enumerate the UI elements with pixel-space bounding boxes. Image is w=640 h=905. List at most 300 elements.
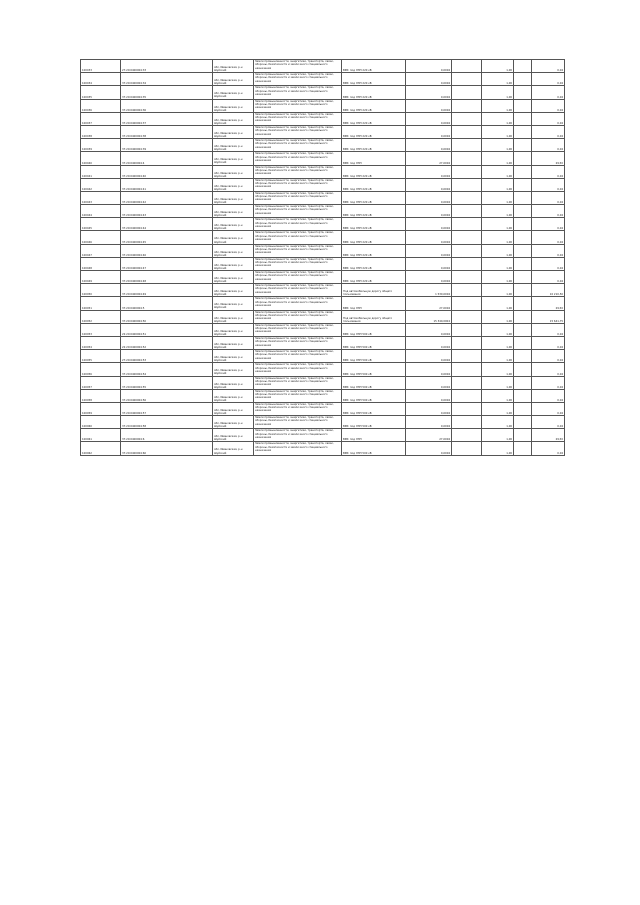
plot-id-cell: 100048 [81, 257, 121, 270]
empty-cell [514, 323, 532, 336]
permitted-use-cell: ВРИ: под ЛЭП 220 кВ [342, 191, 406, 204]
table-row [81, 389, 565, 402]
permitted-use-cell: ВРИ: под ЛЭП 500 кВ [342, 402, 406, 415]
value-cell: 0,04 [532, 376, 565, 389]
area-cell: 15 340,0004 [406, 310, 452, 323]
empty-cell [514, 112, 532, 125]
land-category-cell: Земли промышленности, энергетики, транспорта, связи, обороны, безопасности и земли иного специального назначения [254, 178, 342, 191]
coefficient-cell: 1,00 [482, 389, 514, 402]
location-cell: обл. Ивановская, р-н Шуйский [213, 231, 254, 244]
location-cell: обл. Ивановская, р-н Шуйский [213, 99, 254, 112]
permitted-use-cell: Под автомобильную дорогу общего пользования [342, 310, 406, 323]
empty-cell [452, 60, 482, 73]
land-category-cell: Земли промышленности, энергетики, транспорта, связи, обороны, безопасности и земли иного специального назначения [254, 205, 342, 218]
empty-cell [514, 60, 532, 73]
empty-cell [452, 310, 482, 323]
coefficient-cell: 1,00 [482, 336, 514, 349]
land-category-cell: Земли промышленности, энергетики, транспорта, связи, обороны, безопасности и земли иного специального назначения [254, 165, 342, 178]
permitted-use-cell: ВРИ: под ЛЭП 220 кВ [342, 244, 406, 257]
permitted-use-cell: ВРИ: под ЛЭП 500 кВ [342, 323, 406, 336]
table-row [81, 363, 565, 376]
empty-cell [452, 284, 482, 297]
table-row [81, 376, 565, 389]
land-category-cell: Земли промышленности, энергетики, транспорта, связи, обороны, безопасности и земли иного специального назначения [254, 442, 342, 455]
permitted-use-cell: ВРИ: под ЛЭП 220 кВ [342, 165, 406, 178]
coefficient-cell: 1,00 [482, 257, 514, 270]
empty-cell [514, 402, 532, 415]
table-row [81, 284, 565, 297]
coefficient-cell: 1,00 [482, 376, 514, 389]
empty-cell [514, 218, 532, 231]
permitted-use-cell: ВРИ: под ЛЭП 500 кВ [342, 442, 406, 455]
coefficient-cell: 1,00 [482, 231, 514, 244]
plot-id-cell: 100036 [81, 99, 121, 112]
land-category-cell: Земли промышленности, энергетики, транспорта, связи, обороны, безопасности и земли иного специального назначения [254, 231, 342, 244]
empty-cell [452, 416, 482, 429]
cadastral-number-cell: 37:20:0400004:50 [121, 310, 213, 323]
value-cell: 0,04 [532, 336, 565, 349]
coefficient-cell: 1,00 [482, 165, 514, 178]
coefficient-cell: 1,00 [482, 178, 514, 191]
area-cell: 0,0004 [406, 442, 452, 455]
value-cell: 0,04 [532, 86, 565, 99]
land-category-cell: Земли промышленности, энергетики, транспорта, связи, обороны, безопасности и земли иного специального назначения [254, 218, 342, 231]
value-cell: 0,04 [532, 257, 565, 270]
empty-cell [452, 191, 482, 204]
land-category-cell: Земли промышленности, энергетики, транспорта, связи, обороны, безопасности и земли иного специального назначения [254, 416, 342, 429]
plot-id-cell: 100061 [81, 429, 121, 442]
empty-cell [452, 363, 482, 376]
plot-id-cell: 100039 [81, 139, 121, 152]
cadastral-number-cell: 37:20:0400004:45 [121, 231, 213, 244]
location-cell: обл. Ивановская, р-н Шуйский [213, 376, 254, 389]
empty-cell [452, 336, 482, 349]
land-category-cell: Земли промышленности, энергетики, транспорта, связи, обороны, безопасности и земли иного специального назначения [254, 271, 342, 284]
land-category-cell: Земли промышленности, энергетики, транспорта, связи, обороны, безопасности и земли иного специального назначения [254, 112, 342, 125]
permitted-use-cell: Под автомобильную дорогу общего пользования [342, 284, 406, 297]
land-category-cell: Земли промышленности, энергетики, транспорта, связи, обороны, безопасности и земли иного специального назначения [254, 402, 342, 415]
permitted-use-cell: ВРИ: под ЛЭП [342, 429, 406, 442]
plot-id-cell: 100046 [81, 231, 121, 244]
cadastral-number-cell: 37:20:0400004:39 [121, 139, 213, 152]
value-cell: 0,04 [532, 60, 565, 73]
area-cell: 0,0004 [406, 191, 452, 204]
empty-cell [514, 336, 532, 349]
permitted-use-cell: ВРИ: под ЛЭП 220 кВ [342, 112, 406, 125]
cadastral-number-cell: 37:20:0400004:42 [121, 191, 213, 204]
empty-cell [452, 389, 482, 402]
value-cell: 0,04 [532, 205, 565, 218]
empty-cell [514, 86, 532, 99]
empty-cell [452, 99, 482, 112]
table-row [81, 205, 565, 218]
land-category-cell: Земли промышленности, энергетики, транспорта, связи, обороны, безопасности и земли иного специального назначения [254, 86, 342, 99]
plot-id-cell: 100041 [81, 165, 121, 178]
value-cell: 15 641,75 [532, 310, 565, 323]
cadastral-number-cell: 37:20:0400004:48 [121, 271, 213, 284]
coefficient-cell: 1,00 [482, 284, 514, 297]
table-row [81, 429, 565, 442]
land-category-cell: Земли промышленности, энергетики, транспорта, связи, обороны, безопасности и земли иного специального назначения [254, 389, 342, 402]
value-cell: 0,04 [532, 442, 565, 455]
area-cell: 0,0004 [406, 416, 452, 429]
plot-id-cell: 100052 [81, 310, 121, 323]
permitted-use-cell: ВРИ: под ЛЭП 220 кВ [342, 257, 406, 270]
plot-id-cell: 100037 [81, 112, 121, 125]
land-category-cell: Земли промышленности, энергетики, транспорта, связи, обороны, безопасности и земли иного специального назначения [254, 73, 342, 86]
value-cell: 0,04 [532, 139, 565, 152]
value-cell: 0,04 [532, 178, 565, 191]
plot-id-cell: 100053 [81, 323, 121, 336]
land-plots-table [80, 59, 565, 456]
permitted-use-cell: ВРИ: под ЛЭП [342, 152, 406, 165]
area-cell: 0,0004 [406, 350, 452, 363]
empty-cell [514, 191, 532, 204]
value-cell: 0,04 [532, 125, 565, 138]
cadastral-number-cell: 37:20:0400004:5 [121, 297, 213, 310]
area-cell: 0,0004 [406, 165, 452, 178]
table-row [81, 165, 565, 178]
location-cell: обл. Ивановская, р-н Шуйский [213, 125, 254, 138]
value-cell: 0,04 [532, 244, 565, 257]
location-cell: обл. Ивановская, р-н Шуйский [213, 284, 254, 297]
empty-cell [514, 165, 532, 178]
plot-id-cell: 100034 [81, 73, 121, 86]
value-cell: 0,04 [532, 363, 565, 376]
location-cell: обл. Ивановская, р-н Шуйский [213, 363, 254, 376]
empty-cell [452, 429, 482, 442]
permitted-use-cell: ВРИ: под ЛЭП 220 кВ [342, 86, 406, 99]
location-cell: обл. Ивановская, р-н Шуйский [213, 178, 254, 191]
table-row [81, 86, 565, 99]
location-cell: обл. Ивановская, р-н Шуйский [213, 310, 254, 323]
table-row [81, 257, 565, 270]
cadastral-number-cell: 37:20:0400004:40 [121, 165, 213, 178]
area-cell: 0,0004 [406, 389, 452, 402]
table-row [81, 125, 565, 138]
land-category-cell: Земли промышленности, энергетики, транспорта, связи, обороны, безопасности и земли иного специального назначения [254, 336, 342, 349]
land-category-cell: Земли промышленности, энергетики, транспорта, связи, обороны, безопасности и земли иного специального назначения [254, 323, 342, 336]
plot-id-cell: 100051 [81, 297, 121, 310]
location-cell: обл. Ивановская, р-н Шуйский [213, 112, 254, 125]
cadastral-number-cell: 37:20:0400004:55 [121, 376, 213, 389]
plot-id-cell: 100055 [81, 350, 121, 363]
table-row [81, 271, 565, 284]
area-cell: 0,0004 [406, 323, 452, 336]
permitted-use-cell: ВРИ: под ЛЭП 220 кВ [342, 125, 406, 138]
area-cell: 1 530,0004 [406, 284, 452, 297]
location-cell: обл. Ивановская, р-н Шуйский [213, 323, 254, 336]
land-category-cell: Земли промышленности, энергетики, транспорта, связи, обороны, безопасности и земли иного специального назначения [254, 99, 342, 112]
location-cell: обл. Ивановская, р-н Шуйский [213, 297, 254, 310]
permitted-use-cell: ВРИ: под ЛЭП 220 кВ [342, 73, 406, 86]
plot-id-cell: 100058 [81, 389, 121, 402]
table-row [81, 178, 565, 191]
area-cell: 0,0004 [406, 86, 452, 99]
empty-cell [514, 310, 532, 323]
cadastral-number-cell: 37:20:0400004:56 [121, 389, 213, 402]
empty-cell [514, 376, 532, 389]
empty-cell [514, 257, 532, 270]
location-cell: обл. Ивановская, р-н Шуйский [213, 60, 254, 73]
table-row [81, 323, 565, 336]
value-cell: 29,50 [532, 152, 565, 165]
coefficient-cell: 1,00 [482, 139, 514, 152]
plot-id-cell: 100045 [81, 218, 121, 231]
land-category-cell: Земли промышленности, энергетики, транспорта, связи, обороны, безопасности и земли иного специального назначения [254, 297, 342, 310]
location-cell: обл. Ивановская, р-н Шуйский [213, 429, 254, 442]
coefficient-cell: 1,00 [482, 191, 514, 204]
empty-cell [514, 152, 532, 165]
empty-cell [452, 165, 482, 178]
coefficient-cell: 1,00 [482, 271, 514, 284]
land-category-cell: Земли промышленности, энергетики, транспорта, связи, обороны, безопасности и земли иного специального назначения [254, 257, 342, 270]
empty-cell [514, 284, 532, 297]
area-cell: 0,0004 [406, 218, 452, 231]
location-cell: обл. Ивановская, р-н Шуйский [213, 336, 254, 349]
area-cell: 27,0004 [406, 297, 452, 310]
value-cell: 0,04 [532, 271, 565, 284]
plot-id-cell: 100054 [81, 336, 121, 349]
area-cell: 0,0004 [406, 363, 452, 376]
location-cell: обл. Ивановская, р-н Шуйский [213, 350, 254, 363]
land-category-cell: Земли промышленности, энергетики, транспорта, связи, обороны, безопасности и земли иного специального назначения [254, 284, 342, 297]
area-cell: 0,0004 [406, 139, 452, 152]
document-page [80, 59, 564, 456]
empty-cell [452, 297, 482, 310]
coefficient-cell: 1,00 [482, 429, 514, 442]
cadastral-number-cell: 22:20:0400004:52 [121, 336, 213, 349]
empty-cell [452, 257, 482, 270]
table-row [81, 442, 565, 455]
permitted-use-cell: ВРИ: под ЛЭП 500 кВ [342, 336, 406, 349]
permitted-use-cell: ВРИ: под ЛЭП 500 кВ [342, 416, 406, 429]
coefficient-cell: 1,00 [482, 363, 514, 376]
value-cell: 0,04 [532, 165, 565, 178]
empty-cell [452, 125, 482, 138]
area-cell: 0,0004 [406, 231, 452, 244]
empty-cell [452, 350, 482, 363]
location-cell: обл. Ивановская, р-н Шуйский [213, 389, 254, 402]
permitted-use-cell: ВРИ: под ЛЭП 500 кВ [342, 363, 406, 376]
empty-cell [452, 271, 482, 284]
table-row [81, 73, 565, 86]
permitted-use-cell: ВРИ: под ЛЭП 500 кВ [342, 376, 406, 389]
empty-cell [452, 178, 482, 191]
plot-id-cell: 100057 [81, 376, 121, 389]
location-cell: обл. Ивановская, р-н Шуйский [213, 244, 254, 257]
permitted-use-cell: ВРИ: под ЛЭП 220 кВ [342, 60, 406, 73]
location-cell: обл. Ивановская, р-н Шуйский [213, 152, 254, 165]
plot-id-cell: 100043 [81, 191, 121, 204]
permitted-use-cell: ВРИ: под ЛЭП 220 кВ [342, 231, 406, 244]
coefficient-cell: 1,00 [482, 416, 514, 429]
area-cell: 0,0004 [406, 99, 452, 112]
land-category-cell: Земли промышленности, энергетики, транспорта, связи, обороны, безопасности и земли иного специального назначения [254, 139, 342, 152]
plot-id-cell: 100033 [81, 60, 121, 73]
area-cell: 27,0004 [406, 152, 452, 165]
empty-cell [514, 205, 532, 218]
plot-id-cell: 100049 [81, 271, 121, 284]
value-cell: 0,04 [532, 323, 565, 336]
coefficient-cell: 1,00 [482, 125, 514, 138]
empty-cell [452, 218, 482, 231]
permitted-use-cell: ВРИ: под ЛЭП [342, 297, 406, 310]
area-cell: 0,0004 [406, 271, 452, 284]
land-category-cell: Земли промышленности, энергетики, транспорта, связи, обороны, безопасности и земли иного специального назначения [254, 310, 342, 323]
coefficient-cell: 1,00 [482, 297, 514, 310]
table-row [81, 310, 565, 323]
table-row [81, 99, 565, 112]
land-category-cell: Земли промышленности, энергетики, транспорта, связи, обороны, безопасности и земли иного специального назначения [254, 429, 342, 442]
empty-cell [514, 389, 532, 402]
value-cell: 0,04 [532, 191, 565, 204]
value-cell: 0,04 [532, 416, 565, 429]
plot-id-cell: 100047 [81, 244, 121, 257]
cadastral-number-cell: 37:20:0400004:43 [121, 205, 213, 218]
plot-id-cell: 100059 [81, 402, 121, 415]
area-cell: 0,0004 [406, 205, 452, 218]
location-cell: обл. Ивановская, р-н Шуйский [213, 218, 254, 231]
location-cell: обл. Ивановская, р-н Шуйский [213, 402, 254, 415]
cadastral-number-cell: 27:20:0400004:53 [121, 350, 213, 363]
location-cell: обл. Ивановская, р-н Шуйский [213, 165, 254, 178]
cadastral-number-cell: 37:20:0400004:41 [121, 178, 213, 191]
empty-cell [514, 244, 532, 257]
permitted-use-cell: ВРИ: под ЛЭП 220 кВ [342, 205, 406, 218]
table-row [81, 191, 565, 204]
table-body [81, 60, 565, 456]
land-category-cell: Земли промышленности, энергетики, транспорта, связи, обороны, безопасности и земли иного специального назначения [254, 363, 342, 376]
cadastral-number-cell: 37:20:0400004:4 [121, 152, 213, 165]
location-cell: обл. Ивановская, р-н Шуйский [213, 271, 254, 284]
cadastral-number-cell: 37:20:0400004:35 [121, 86, 213, 99]
plot-id-cell: 100056 [81, 363, 121, 376]
coefficient-cell: 1,00 [482, 350, 514, 363]
table-row [81, 244, 565, 257]
empty-cell [452, 139, 482, 152]
empty-cell [514, 231, 532, 244]
coefficient-cell: 1,00 [482, 402, 514, 415]
cadastral-number-cell: 37:20:0400004:37 [121, 112, 213, 125]
area-cell: 0,0004 [406, 73, 452, 86]
land-category-cell: Земли промышленности, энергетики, транспорта, связи, обороны, безопасности и земли иного специального назначения [254, 244, 342, 257]
empty-cell [514, 350, 532, 363]
value-cell: 0,04 [532, 231, 565, 244]
empty-cell [514, 416, 532, 429]
plot-id-cell: 100050 [81, 284, 121, 297]
cadastral-number-cell: 22:20:0400004:51 [121, 323, 213, 336]
empty-cell [514, 99, 532, 112]
table-row [81, 152, 565, 165]
location-cell: обл. Ивановская, р-н Шуйский [213, 139, 254, 152]
cadastral-number-cell: 37:20:0400004:58 [121, 416, 213, 429]
coefficient-cell: 1,00 [482, 205, 514, 218]
coefficient-cell: 1,00 [482, 99, 514, 112]
empty-cell [452, 73, 482, 86]
cadastral-number-cell: 37:20:0400004:60 [121, 442, 213, 455]
table-row [81, 350, 565, 363]
empty-cell [514, 442, 532, 455]
table-row [81, 402, 565, 415]
plot-id-cell: 100040 [81, 152, 121, 165]
empty-cell [514, 429, 532, 442]
land-category-cell: Земли промышленности, энергетики, транспорта, связи, обороны, безопасности и земли иного специального назначения [254, 60, 342, 73]
empty-cell [452, 442, 482, 455]
location-cell: обл. Ивановская, р-н Шуйский [213, 416, 254, 429]
value-cell: 0,04 [532, 389, 565, 402]
area-cell: 0,0004 [406, 376, 452, 389]
cadastral-number-cell: 37:20:0400004:54 [121, 363, 213, 376]
area-cell: 0,0004 [406, 244, 452, 257]
table-row [81, 218, 565, 231]
value-cell: 0,04 [532, 218, 565, 231]
value-cell: 29,50 [532, 297, 565, 310]
location-cell: обл. Ивановская, р-н Шуйский [213, 86, 254, 99]
permitted-use-cell: ВРИ: под ЛЭП 220 кВ [342, 218, 406, 231]
plot-id-cell: 100038 [81, 125, 121, 138]
table-row [81, 139, 565, 152]
coefficient-cell: 1,00 [482, 152, 514, 165]
empty-cell [514, 125, 532, 138]
land-category-cell: Земли промышленности, энергетики, транспорта, связи, обороны, безопасности и земли иного специального назначения [254, 376, 342, 389]
empty-cell [514, 139, 532, 152]
cadastral-number-cell: 37:20:0400004:38 [121, 125, 213, 138]
cadastral-number-cell: 37:20:0400004:6 [121, 429, 213, 442]
cadastral-number-cell: 37:20:0400004:34 [121, 73, 213, 86]
land-category-cell: Земли промышленности, энергетики, транспорта, связи, обороны, безопасности и земли иного специального назначения [254, 125, 342, 138]
coefficient-cell: 1,00 [482, 73, 514, 86]
permitted-use-cell: ВРИ: под ЛЭП 500 кВ [342, 389, 406, 402]
value-cell: 0,04 [532, 73, 565, 86]
table-row [81, 60, 565, 73]
land-category-cell: Земли промышленности, энергетики, транспорта, связи, обороны, безопасности и земли иного специального назначения [254, 350, 342, 363]
permitted-use-cell: ВРИ: под ЛЭП 220 кВ [342, 271, 406, 284]
empty-cell [452, 323, 482, 336]
coefficient-cell: 1,00 [482, 323, 514, 336]
area-cell: 0,0004 [406, 402, 452, 415]
empty-cell [452, 112, 482, 125]
empty-cell [452, 86, 482, 99]
cadastral-number-cell: 37:20:0400004:46 [121, 244, 213, 257]
value-cell: 0,04 [532, 99, 565, 112]
plot-id-cell: 100042 [81, 178, 121, 191]
location-cell: обл. Ивановская, р-н Шуйский [213, 442, 254, 455]
table-row [81, 297, 565, 310]
plot-id-cell: 100060 [81, 416, 121, 429]
coefficient-cell: 1,00 [482, 442, 514, 455]
area-cell: 0,0004 [406, 178, 452, 191]
location-cell: обл. Ивановская, р-н Шуйский [213, 257, 254, 270]
cadastral-number-cell: 37:20:0400004:57 [121, 402, 213, 415]
area-cell: 0,0004 [406, 336, 452, 349]
land-category-cell: Земли промышленности, энергетики, транспорта, связи, обороны, безопасности и земли иного специального назначения [254, 191, 342, 204]
table-row [81, 231, 565, 244]
empty-cell [452, 376, 482, 389]
permitted-use-cell: ВРИ: под ЛЭП 220 кВ [342, 99, 406, 112]
table-row [81, 112, 565, 125]
empty-cell [452, 231, 482, 244]
empty-cell [514, 271, 532, 284]
coefficient-cell: 1,00 [482, 310, 514, 323]
empty-cell [514, 363, 532, 376]
cadastral-number-cell: 27:20:0400004:33 [121, 60, 213, 73]
value-cell: 0,04 [532, 350, 565, 363]
location-cell: обл. Ивановская, р-н Шуйский [213, 205, 254, 218]
empty-cell [452, 205, 482, 218]
area-cell: 0,0004 [406, 125, 452, 138]
empty-cell [452, 152, 482, 165]
